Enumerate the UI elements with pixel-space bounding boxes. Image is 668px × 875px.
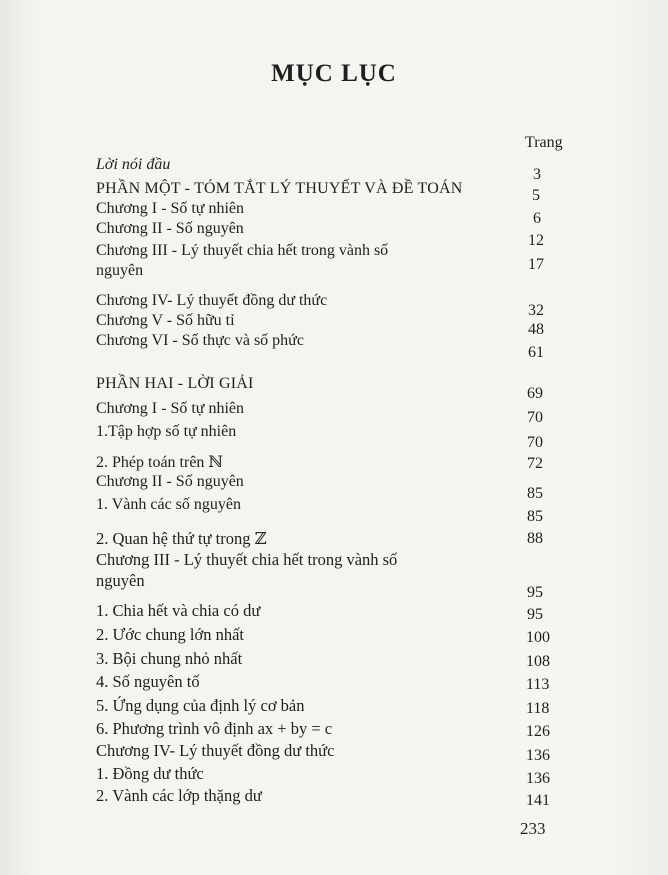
toc-entry-title: Chương III - Lý thuyết chia hết trong vành số <box>96 242 389 259</box>
toc-entry-page: 17 <box>528 256 544 273</box>
toc-entry-page: 3 <box>533 166 541 183</box>
toc-entry-page: 85 <box>527 508 543 525</box>
toc-entry-title: nguyên <box>96 571 145 590</box>
toc-entry-title: 4. Số nguyên tố <box>96 672 200 691</box>
toc-entry-page: 113 <box>526 676 550 693</box>
toc-entry-title: 2. Vành các lớp thặng dư <box>96 786 262 805</box>
toc-entry-title: Chương VI - Số thực và số phức <box>96 332 304 349</box>
toc-entry-page: 72 <box>527 455 543 472</box>
toc-entry-title: Lời nói đầu <box>96 156 171 173</box>
toc-entry-title: 1. Chia hết và chia có dư <box>96 601 261 620</box>
toc-entry-title: 1. Đồng dư thức <box>96 764 204 783</box>
toc-entry-title: Chương IV- Lý thuyết đồng dư thức <box>96 292 328 309</box>
toc-entry-title: Chương IV- Lý thuyết đồng dư thức <box>96 741 335 760</box>
toc-entry-title: Chương III - Lý thuyết chia hết trong vành số <box>96 550 398 569</box>
toc-entry-page: 126 <box>526 723 550 740</box>
page-title: MỤC LỤC <box>271 60 397 87</box>
toc-entry-title: 2. Quan hệ thứ tự trong ℤ <box>96 529 267 548</box>
toc-entry-title: nguyên <box>96 262 144 279</box>
toc-entry-page: 70 <box>527 434 543 451</box>
toc-entry-page: 88 <box>527 530 543 547</box>
toc-entry-title: 3. Bội chung nhỏ nhất <box>96 649 243 668</box>
toc-entry-page: 48 <box>528 321 544 338</box>
page-column-label: Trang <box>525 134 563 151</box>
toc-entry-title: Chương II - Số nguyên <box>96 473 244 490</box>
toc-entry-page: 85 <box>527 485 543 502</box>
toc-entry-title: Chương II - Số nguyên <box>96 220 244 237</box>
toc-entry-title: Chương V - Số hữu tỉ <box>96 312 235 329</box>
toc-entry-page: 12 <box>528 232 544 249</box>
toc-entry-title: 1. Vành các số nguyên <box>96 496 241 513</box>
toc-entry-title: Chương I - Số tự nhiên <box>96 400 245 417</box>
page-number: 233 <box>520 819 546 838</box>
toc-entry-title: Chương I - Số tự nhiên <box>96 200 245 217</box>
toc-entry-page: 6 <box>533 210 541 227</box>
toc-entry-page: 100 <box>526 629 550 646</box>
toc-entry-title: 5. Ứng dụng của định lý cơ bản <box>96 696 305 715</box>
toc-entry-page: 136 <box>526 747 550 764</box>
toc-entry-title: 2. Phép toán trên ℕ <box>96 454 224 471</box>
toc-entry-page: 69 <box>527 385 543 402</box>
toc-entry-title: 6. Phương trình vô định ax + by = c <box>96 719 333 738</box>
toc-entry-page: 61 <box>528 344 544 361</box>
toc-entry-page: 5 <box>532 187 540 204</box>
toc-entry-title: PHẦN HAI - LỜI GIẢI <box>96 375 254 392</box>
toc-entry-title: 1.Tập hợp số tự nhiên <box>96 423 237 440</box>
toc-entry-page: 118 <box>526 700 550 717</box>
toc-entry-page: 95 <box>527 606 543 623</box>
toc-entry-page: 32 <box>528 302 544 319</box>
toc-entry-title: PHẦN MỘT - TÓM TẮT LÝ THUYẾT VÀ ĐỀ TOÁN <box>96 180 463 197</box>
toc-entry-page: 108 <box>526 653 550 670</box>
toc-entry-page: 95 <box>527 584 543 601</box>
toc-entry-title: 2. Ước chung lớn nhất <box>96 625 245 644</box>
toc-entry-page: 136 <box>526 770 550 787</box>
toc-entry-page: 70 <box>527 409 543 426</box>
toc-entry-page: 141 <box>526 792 550 809</box>
